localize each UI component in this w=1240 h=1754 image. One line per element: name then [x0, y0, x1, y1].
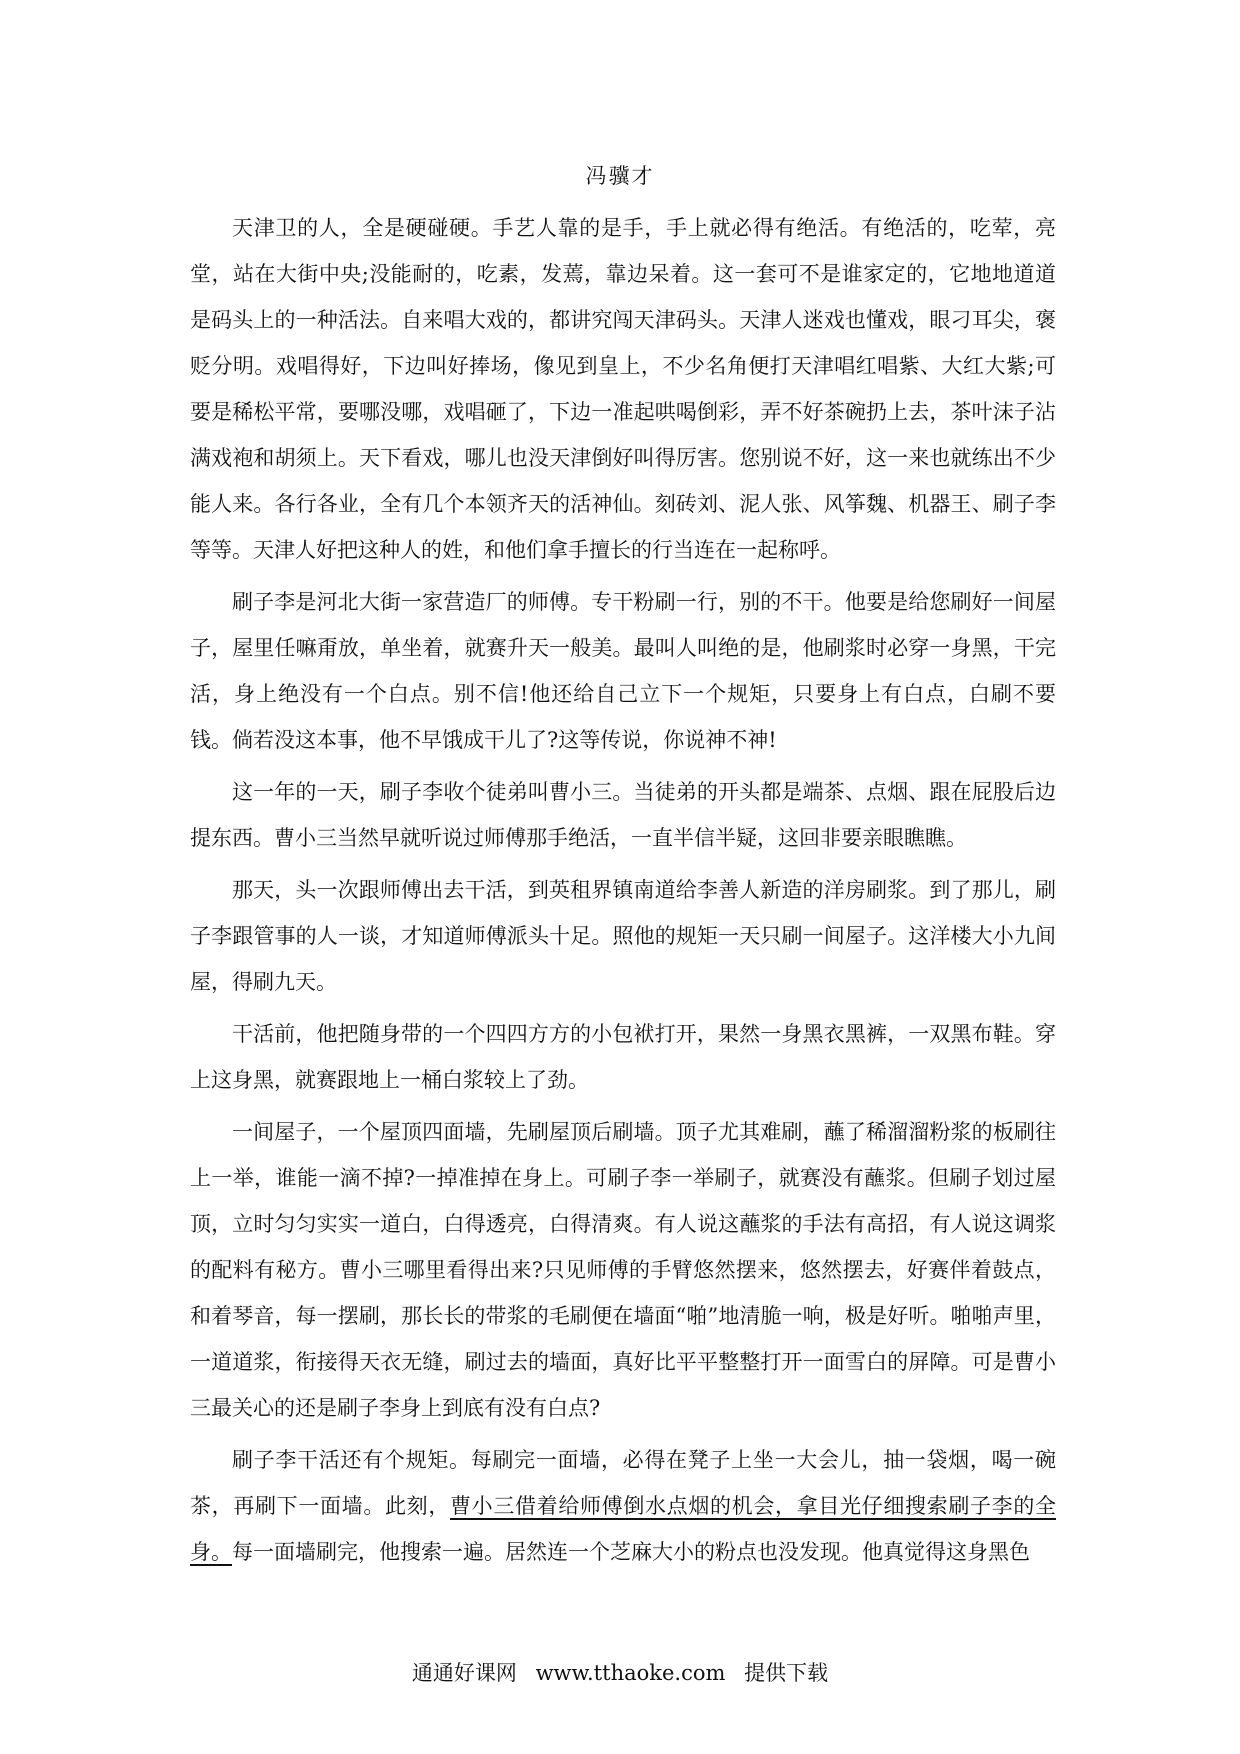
article-body [190, 205, 1056, 1575]
footer-url[interactable]: www.tthaoke.com [535, 1661, 726, 1685]
paragraph-3: 这一年的一天，刷子李收个徒弟叫曹小三。当徒弟的开头都是端茶、点烟、跟在屁股后边提东西。曹小三当然早就听说过师傅那手绝活，一直半信半疑，这回非要亲眼瞧瞧。 [190, 780, 1056, 850]
paragraph-7-start: 刷子李干活还有个规矩。每刷完一面墙，必得在凳子上坐一大会儿，抽一袋烟，喝一碗茶，再刷下一面墙。此刻， [190, 1448, 1056, 1518]
paragraph-5: 干活前，他把随身带的一个四四方方的小包袱打开，果然一身黑衣黑裤，一双黑布鞋。穿上这身黑，就赛跟地上一桶白浆较上了劲。 [190, 1022, 1056, 1092]
footer-note: 提供下载 [744, 1661, 829, 1685]
author-name: 冯骥才 [585, 164, 655, 188]
paragraph-1: 天津卫的人，全是硬碰硬。手艺人靠的是手，手上就必得有绝活。有绝活的，吃荤，亮堂，站在大街中央;没能耐的，吃素，发蔫，靠边呆着。这一套可不是谁家定的，它地地道道是码头上的一种活法。自来唱大戏的，都讲究闯天津码头。天津人迷戏也懂戏，眼刁耳尖，褒贬分明。戏唱得好，下边叫好捧场，像见到皇上，不少名角便打天津唱红唱紫、大红大紫;可要是稀松平常，要哪没哪，戏唱砸了，下边一准起哄喝倒彩，弄不好茶碗扔上去，茶叶沫子沾满戏袍和胡须上。天下看戏，哪儿也没天津倒好叫得厉害。您别说不好，这一来也就练出不少能人来。各行各业，全有几个本领齐天的活神仙。刻砖刘、泥人张、风筝魏、机器王、刷子李等等。天津人好把这种人的姓，和他们拿手擅长的行当连在一起称呼。 [190, 216, 1056, 562]
footer-site-name: 通通好课网 [411, 1661, 517, 1685]
paragraph-6: 一间屋子，一个屋顶四面墙，先刷屋顶后刷墙。顶子尤其难刷，蘸了稀溜溜粉浆的板刷往上一举，谁能一滴不掉?一掉准掉在身上。可刷子李一举刷子，就赛没有蘸浆。但刷子划过屋顶，立时匀匀实实一道白，白得透亮，白得清爽。有人说这蘸浆的手法有高招，有人说这调浆的配料有秘方。曹小三哪里看得出来?只见师傅的手臂悠然摆来，悠然摆去，好赛伴着鼓点，和着琴音，每一摆刷，那长长的带浆的毛刷便在墙面“啪”地清脆一响，极是好听。啪啪声里，一道道浆，衔接得天衣无缝，刷过去的墙面，真好比平平整整打开一面雪白的屏障。可是曹小三最关心的还是刷子李身上到底有没有白点? [190, 1120, 1056, 1420]
paragraph-2: 刷子李是河北大街一家营造厂的师傅。专干粉刷一行，别的不干。他要是给您刷好一间屋子，屋里任嘛甭放，单坐着，就赛升天一般美。最叫人叫绝的是，他刷浆时必穿一身黑，干完活，身上绝没有一个白点。别不信!他还给自己立下一个规矩，只要身上有白点，白刷不要钱。倘若没这本事，他不早饿成干儿了?这等传说，你说神不神! [190, 590, 1056, 752]
underlined-sentence: 曹小三借着给师傅倒水点烟的机会，拿目光仔细搜索刷子李的全身。 [190, 1494, 1056, 1564]
paragraph-7-end: 每一面墙刷完，他搜索一遍。居然连一个芝麻大小的粉点也没发现。他真觉得这身黑色 [232, 1540, 1030, 1564]
paragraph-7 [190, 1437, 1056, 1575]
paragraph-4: 那天，头一次跟师傅出去干活，到英租界镇南道给李善人新造的洋房刷浆。到了那儿，刷子李跟管事的人一谈，才知道师傅派头十足。照他的规矩一天只刷一间屋子。这洋楼大小九间屋，得刷九天。 [190, 878, 1056, 994]
footer [0, 1657, 1240, 1687]
